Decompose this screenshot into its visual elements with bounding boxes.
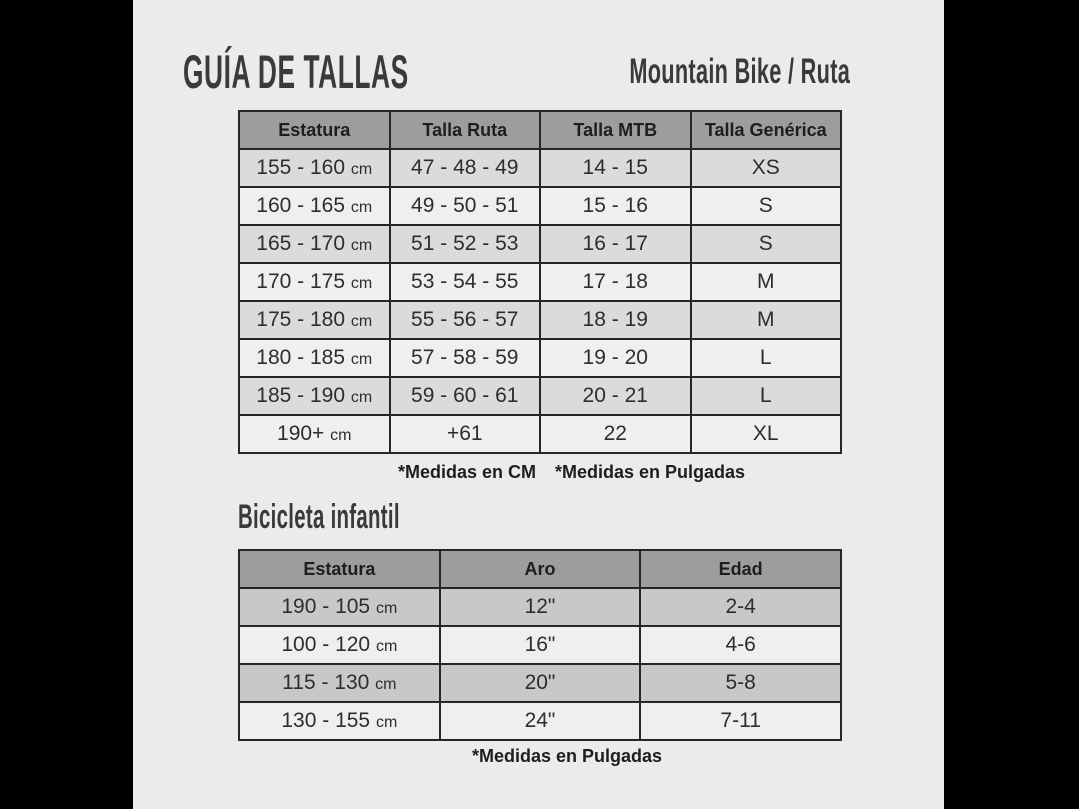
- table-row: [239, 664, 841, 702]
- table-cell: L: [691, 377, 842, 415]
- column-header: Aro: [440, 550, 641, 588]
- unit-label: cm: [350, 313, 373, 330]
- table-cell: 190+ cm: [239, 415, 390, 453]
- table-row: [239, 588, 841, 626]
- table-cell: 2-4: [640, 588, 841, 626]
- table-cell: 47 - 48 - 49: [390, 149, 541, 187]
- column-header: Estatura: [239, 111, 390, 149]
- unit-label: cm: [375, 714, 398, 731]
- table-cell: +61: [390, 415, 541, 453]
- table-cell: M: [691, 301, 842, 339]
- table-cell: 190 - 105 cm: [239, 588, 440, 626]
- table-cell: 20": [440, 664, 641, 702]
- table-cell: 5-8: [640, 664, 841, 702]
- unit-label: cm: [350, 351, 373, 368]
- table-cell: 49 - 50 - 51: [390, 187, 541, 225]
- column-header: Talla Ruta: [390, 111, 541, 149]
- table-cell: 55 - 56 - 57: [390, 301, 541, 339]
- table-row: [239, 702, 841, 740]
- table-cell: L: [691, 339, 842, 377]
- table-cell: 180 - 185 cm: [239, 339, 390, 377]
- unit-label: cm: [350, 199, 373, 216]
- table-row: [239, 339, 841, 377]
- table-row: [239, 149, 841, 187]
- unit-label: cm: [350, 161, 373, 178]
- unit-label: cm: [350, 237, 373, 254]
- unit-label: cm: [375, 676, 397, 693]
- unit-label: cm: [350, 389, 373, 406]
- table-cell: 16 - 17: [540, 225, 691, 263]
- table-cell: 51 - 52 - 53: [390, 225, 541, 263]
- table-row: [239, 187, 841, 225]
- unit-label: cm: [350, 275, 373, 292]
- table-cell: 165 - 170 cm: [239, 225, 390, 263]
- table-cell: 17 - 18: [540, 263, 691, 301]
- table-cell: 185 - 190 cm: [239, 377, 390, 415]
- table-row: [239, 301, 841, 339]
- column-header: Estatura: [239, 550, 440, 588]
- table-cell: 53 - 54 - 55: [390, 263, 541, 301]
- page-title: GUÍA DE TALLAS: [183, 45, 409, 98]
- footnote-kids-inches: *Medidas en Pulgadas: [471, 746, 663, 766]
- table-cell: S: [691, 225, 842, 263]
- table-cell: S: [691, 187, 842, 225]
- table-cell: 19 - 20: [540, 339, 691, 377]
- mtb-road-size-table: [238, 110, 842, 454]
- table-cell: 12": [440, 588, 641, 626]
- category-title: Mountain Bike / Ruta: [629, 52, 850, 91]
- footnote-inches: *Medidas en Pulgadas: [554, 462, 746, 482]
- header-row: [239, 550, 841, 588]
- table-cell: 130 - 155 cm: [239, 702, 440, 740]
- table-cell: 4-6: [640, 626, 841, 664]
- table-cell: 155 - 160 cm: [239, 149, 390, 187]
- table-cell: 100 - 120 cm: [239, 626, 440, 664]
- table-cell: 24": [440, 702, 641, 740]
- table-cell: 20 - 21: [540, 377, 691, 415]
- kids-bike-size-table: [238, 549, 842, 741]
- table-row: [239, 263, 841, 301]
- table-cell: 22: [540, 415, 691, 453]
- table-cell: 115 - 130 cm: [239, 664, 440, 702]
- table-cell: 15 - 16: [540, 187, 691, 225]
- table-cell: 57 - 58 - 59: [390, 339, 541, 377]
- table-cell: 160 - 165 cm: [239, 187, 390, 225]
- table-cell: 14 - 15: [540, 149, 691, 187]
- header-row: [239, 111, 841, 149]
- column-header: Edad: [640, 550, 841, 588]
- table-cell: XL: [691, 415, 842, 453]
- unit-label: cm: [375, 600, 398, 617]
- unit-label: cm: [330, 427, 352, 444]
- table-cell: 7-11: [640, 702, 841, 740]
- unit-label: cm: [375, 638, 398, 655]
- kids-section-title: Bicicleta infantil: [238, 498, 400, 536]
- table-cell: XS: [691, 149, 842, 187]
- table-cell: 59 - 60 - 61: [390, 377, 541, 415]
- table-cell: 18 - 19: [540, 301, 691, 339]
- table-cell: 16": [440, 626, 641, 664]
- table-cell: 170 - 175 cm: [239, 263, 390, 301]
- column-header: Talla MTB: [540, 111, 691, 149]
- table-row: [239, 626, 841, 664]
- size-guide-panel: [133, 0, 944, 809]
- table-cell: 175 - 180 cm: [239, 301, 390, 339]
- table-row: [239, 377, 841, 415]
- table-cell: M: [691, 263, 842, 301]
- column-header: Talla Genérica: [691, 111, 842, 149]
- footnote-cm: *Medidas en CM: [397, 462, 537, 482]
- table-row: [239, 225, 841, 263]
- table-row: [239, 415, 841, 453]
